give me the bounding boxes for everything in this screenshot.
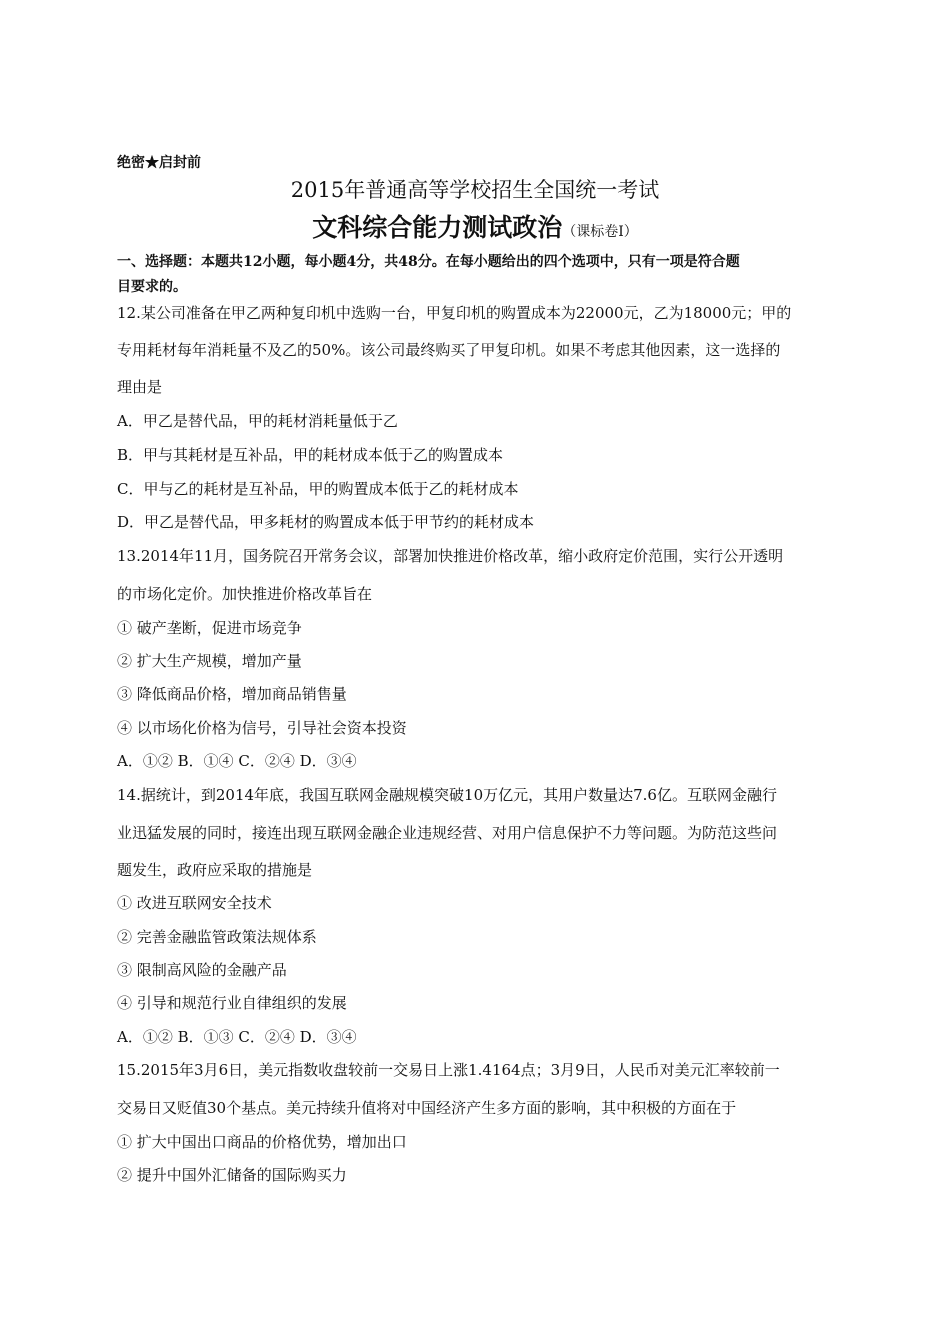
q13-answer-options: A．①② B．①④ C．②④ D．③④ [117, 752, 357, 770]
q12-option-c: C．甲与乙的耗材是互补品，甲的购置成本低于乙的耗材成本 [117, 480, 519, 498]
q13-stem-line2: 的市场化定价。加快推进价格改革旨在 [117, 585, 373, 603]
q12-stem-line3: 理由是 [117, 378, 163, 396]
paper-title-sub: （课标卷Ⅰ） [562, 224, 638, 240]
q14-answer-options: A．①② B．①③ C．②④ D．③④ [117, 1028, 357, 1046]
q13-item-1: ① 破产垄断，促进市场竞争 [117, 619, 302, 637]
q12-option-a: A．甲乙是替代品，甲的耗材消耗量低于乙 [117, 412, 398, 430]
q15-item-2: ② 提升中国外汇储备的国际购买力 [117, 1166, 347, 1184]
q12-option-b: B．甲与其耗材是互补品，甲的耗材成本低于乙的购置成本 [117, 446, 504, 464]
section-instruction-line1: 一、选择题：本题共12小题，每小题4分，共48分。在每小题给出的四个选项中，只有一项是符合题 [117, 254, 740, 270]
exam-title: 2015年普通高等学校招生全国统一考试 [290, 178, 660, 202]
q13-item-4: ④ 以市场化价格为信号，引导社会资本投资 [117, 719, 407, 737]
q14-item-3: ③ 限制高风险的金融产品 [117, 961, 287, 979]
q14-item-2: ② 完善金融监管政策法规体系 [117, 928, 317, 946]
q12-stem-line1: 12.某公司准备在甲乙两种复印机中选购一台，甲复印机的购置成本为22000元，乙为18000元；甲的 [117, 304, 792, 322]
paper-title [0, 208, 950, 244]
section-instruction-line2: 目要求的。 [117, 279, 187, 295]
q12-stem-line2: 专用耗材每年消耗量不及乙的50%。该公司最终购买了甲复印机。如果不考虑其他因素，这一选择的 [117, 341, 781, 359]
q14-item-4: ④ 引导和规范行业自律组织的发展 [117, 994, 347, 1012]
q13-item-2: ② 扩大生产规模，增加产量 [117, 652, 302, 670]
q12-option-d: D．甲乙是替代品，甲多耗材的购置成本低于甲节约的耗材成本 [117, 513, 535, 531]
q13-stem-line1: 13.2014年11月，国务院召开常务会议，部署加快推进价格改革，缩小政府定价范围，实行公开透明 [117, 547, 784, 565]
q14-stem-line2: 业迅猛发展的同时，接连出现互联网金融企业违规经营、对用户信息保护不力等问题。为防范这些问 [117, 824, 778, 842]
secret-label: 绝密★启封前 [117, 155, 201, 171]
q14-stem-line1: 14.据统计，到2014年底，我国互联网金融规模突破10万亿元，其用户数量达7.6亿。互联网金融行 [117, 786, 777, 804]
q15-stem-line2: 交易日又贬值30个基点。美元持续升值将对中国经济产生多方面的影响，其中积极的方面在于 [117, 1099, 737, 1117]
q15-item-1: ① 扩大中国出口商品的价格优势，增加出口 [117, 1133, 407, 1151]
q14-stem-line3: 题发生，政府应采取的措施是 [117, 861, 313, 879]
q14-item-1: ① 改进互联网安全技术 [117, 894, 272, 912]
q15-stem-line1: 15.2015年3月6日，美元指数收盘较前一交易日上涨1.4164点；3月9日，人民币对美元汇率较前一 [117, 1061, 780, 1079]
paper-title-main: 文科综合能力测试政治 [312, 213, 563, 242]
q13-item-3: ③ 降低商品价格，增加商品销售量 [117, 685, 347, 703]
